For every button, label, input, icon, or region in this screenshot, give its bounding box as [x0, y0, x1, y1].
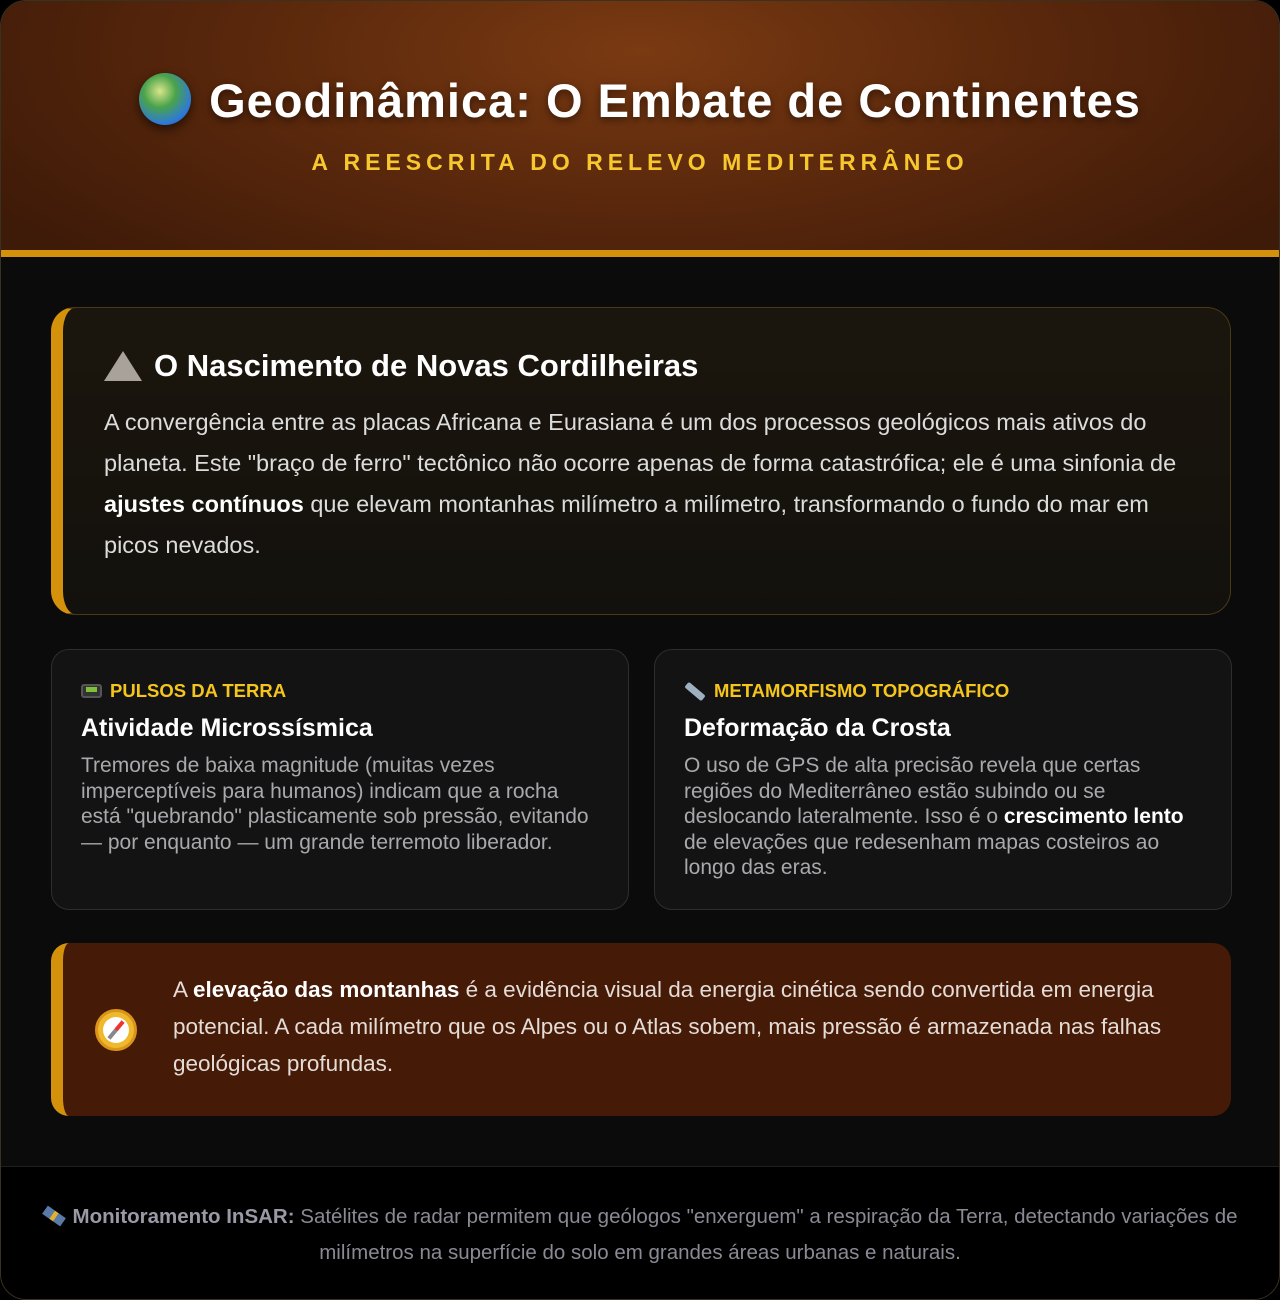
card-microseismic [51, 649, 629, 910]
intro-emphasis: ajustes contínuos [104, 491, 304, 517]
footer-emphasis: Monitoramento InSAR: [72, 1205, 295, 1228]
card-text-part: O uso de GPS de alta precisão revela que certas regiões do Mediterrâneo estão subindo ou se deslocando lateralmente. Isso é o [684, 754, 1141, 828]
intro-title [104, 348, 1190, 384]
intro-text [104, 402, 1190, 566]
card-text [684, 753, 1202, 881]
satellite-icon [42, 1206, 66, 1227]
footer-text-part: Satélites de radar permitem que geólogos "enxerguem" a respiração da Terra, detectando variações de milímetros na superfície do solo em grandes áreas urbanas e naturais. [294, 1205, 1238, 1264]
card-label [81, 680, 599, 702]
card-label [684, 680, 1202, 702]
card-title: Atividade Microssísmica [81, 714, 373, 742]
card-title: Deformação da Crosta [684, 714, 951, 742]
card-text-part: de elevações que redesenham mapas costeiros ao longo das eras. [684, 830, 1160, 879]
page-title [1, 73, 1279, 128]
page-title-text: Geodinâmica: O Embate de Continentes [209, 74, 1141, 127]
card-text: Tremores de baixa magnitude (muitas vezes imperceptíveis para humanos) indicam que a rocha está "quebrando" plasticamente sob pressão, evitando — por enquanto — um grande terremoto liberador. [81, 754, 589, 854]
intro-text-part: que elevam montanhas milímetro a milímetro, transformando o fundo do mar em picos nevados. [104, 491, 1149, 558]
callout-box [51, 943, 1231, 1116]
callout-emphasis: elevação das montanhas [193, 977, 460, 1002]
footer [1, 1166, 1279, 1300]
callout-text-part: é a evidência visual da energia cinética sendo convertida em energia potencial. A cada milímetro que os Alpes ou o Atlas sobem, mais pressão é armazenada nas falhas geológicas profundas. [173, 977, 1162, 1076]
compass-icon [95, 1009, 137, 1051]
callout-text [173, 971, 1201, 1082]
intro-title-text: O Nascimento de Novas Cordilheiras [154, 348, 699, 383]
intro-card [51, 307, 1231, 615]
footer-text [31, 1199, 1249, 1271]
header [1, 1, 1279, 251]
card-emphasis: crescimento lento [1003, 805, 1184, 828]
page-subtitle: A REESCRITA DO RELEVO MEDITERRÂNEO [311, 149, 969, 175]
pager-icon [81, 684, 102, 698]
ruler-icon [684, 681, 705, 701]
card-label-text: PULSOS DA TERRA [110, 680, 287, 701]
callout-text-part: A [173, 977, 194, 1002]
intro-text-part: A convergência entre as placas Africana e Eurasiana é um dos processos geológicos mais ativos do planeta. Este "braço de ferro" tectônico não ocorre apenas de forma catastrófica; ele é uma sinfonia de [104, 409, 1177, 476]
card-crust-deformation [654, 649, 1232, 910]
card-label-text: METAMORFISMO TOPOGRÁFICO [714, 680, 1010, 701]
header-divider [1, 250, 1279, 257]
globe-icon [139, 73, 191, 125]
mountain-icon [104, 351, 142, 381]
